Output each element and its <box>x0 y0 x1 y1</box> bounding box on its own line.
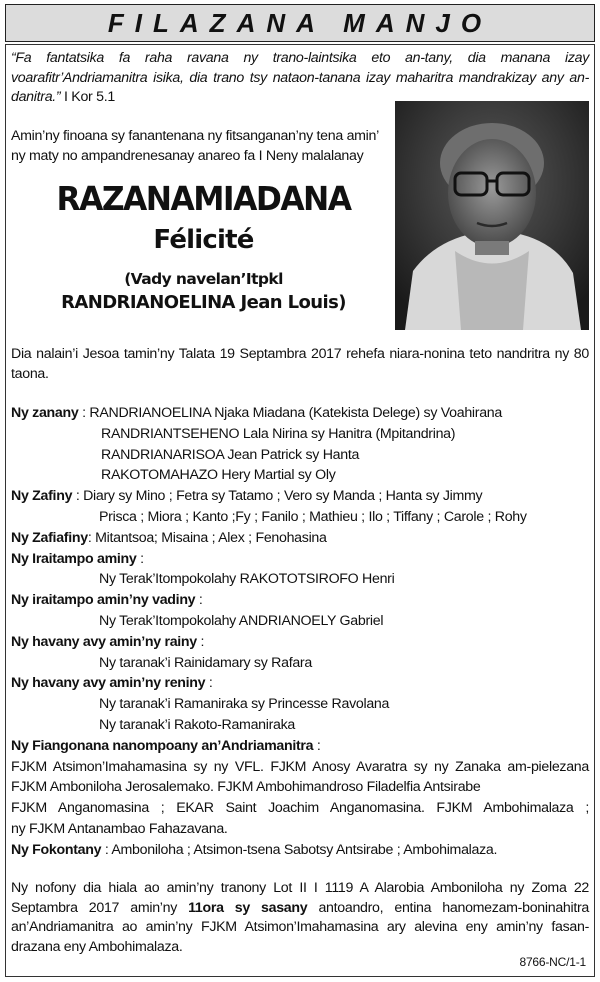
children-row <box>11 403 589 424</box>
children-row: RAKOTOMAHAZO Hery Martial sy Oly <box>101 467 336 484</box>
funeral-text-after: antoandro, entina hanomezam-boninahitra an’Andriamanitra ao amin’ny FJKM Atsimon’Imahamasina ary alevina eny amin’ny fasan-drazana eny Ambohimalaza. <box>11 899 590 955</box>
great-grandchildren-label: Ny Zafiafiny <box>11 529 88 546</box>
siblings-sep: : <box>136 550 144 567</box>
husband-name: RANDRIANOELINA Jean Louis) <box>61 292 346 313</box>
grandchildren-sep: : <box>72 488 84 505</box>
funeral-text-before: Ny nofony dia hiala ao amin’ny tranony Lot II I 1119 A Alarobia Amboniloha ny Zoma 22 Septambra 2017 amin’ny <box>11 880 589 916</box>
fokontany-text: : Amboniloha ; Atsimon-tsena Sabotsy Antsirabe ; Ambohimalaza. <box>101 841 498 858</box>
churches-line: FJKM Atsimon’Imahamasina sy ny VFL. FJKM Anosy Avaratra sy ny Zanaka am-pielezana <box>11 758 589 775</box>
deceased-surname: RAZANAMIADANA <box>56 179 351 218</box>
father-relatives-text: Ny taranak’i Rainidamary sy Rafara <box>99 654 312 671</box>
quote-reference: I Kor 5.1 <box>64 89 115 105</box>
reference-code: 8766-NC/1-1 <box>519 955 586 969</box>
father-relatives-sep: : <box>196 633 205 650</box>
churches-line: ny FJKM Antanambao Fahazavana. <box>11 820 228 837</box>
mother-relatives-label-row <box>11 673 589 694</box>
portrait-photo-svg <box>395 101 589 330</box>
spouse-siblings-label: Ny iraitampo amin’ny vadiny <box>11 592 196 609</box>
siblings-label-row <box>11 549 589 570</box>
great-grandchildren-text: : Mitantsoa; Misaina ; Alex ; Fenohasina <box>87 529 327 546</box>
fokontany-label: Ny Fokontany <box>11 841 102 858</box>
grandchildren-label: Ny Zafiny <box>11 488 73 505</box>
banner-title: FILAZANA MANJO <box>107 7 493 38</box>
great-grandchildren-row <box>11 528 589 549</box>
grandchildren-row <box>11 486 589 507</box>
spouse-siblings-sep: : <box>195 592 203 609</box>
bible-quote <box>11 49 589 108</box>
spouse-siblings-text: Ny Terak’Itompokolahy ANDRIANOELY Gabriel <box>99 612 384 629</box>
family-list <box>11 403 589 861</box>
mother-relatives-line: Ny taranak’i Rakoto-Ramaniraka <box>99 716 296 733</box>
portrait-photo <box>395 101 589 330</box>
children-row: RANDRIANARISOA Jean Patrick sy Hanta <box>101 446 360 463</box>
widow-line: (Vady navelan’Itpkl <box>124 270 283 288</box>
intro-text: Amin’ny finoana sy fanantenana ny fitsanganan’ny tena amin’ ny maty no ampandrenesanay anareo fa I Neny malalanay <box>11 128 379 164</box>
grandchildren-line1: Diary sy Mino ; Fetra sy Tatamo ; Vero sy Manda ; Hanta sy Jimmy <box>83 488 483 505</box>
churches-line: FJKM Anganomasina ; EKAR Saint Joachim Anganomasina. FJKM Ambohimalaza ; <box>11 800 589 817</box>
fokontany-row <box>11 840 589 861</box>
mother-relatives-label: Ny havany avy amin’ny reniny <box>11 675 206 692</box>
father-relatives-label-row <box>11 632 589 653</box>
mother-relatives-line: Ny taranak’i Ramaniraka sy Princesse Ravolana <box>99 696 390 713</box>
spouse-siblings-label-row <box>11 590 589 611</box>
churches-sep: : <box>313 737 321 754</box>
death-notice: Dia nalain’i Jesoa tamin’ny Talata 19 Septambra 2017 rehefa niara-nonina teto nandritra ny 80 taona. <box>11 346 589 382</box>
banner <box>5 4 595 42</box>
father-relatives-label: Ny havany avy amin’ny rainy <box>11 633 197 650</box>
churches-label: Ny Fiangonana nanompoany an’Andriamanitra <box>11 737 314 754</box>
siblings-text: Ny Terak’Itompokolahy RAKOTOTSIROFO Henri <box>99 571 395 588</box>
children-first: RANDRIANOELINA Njaka Miadana (Katekista Delege) sy Voahirana <box>89 405 502 421</box>
children-row: RANDRIANTSEHENO Lala Nirina sy Hanitra (Mpitandrina) <box>101 425 456 442</box>
siblings-label: Ny Iraitampo aminy <box>11 550 137 567</box>
churches-label-row <box>11 736 589 757</box>
mother-relatives-sep: : <box>205 675 213 692</box>
funeral-time: 11ora sy sasany <box>188 899 308 916</box>
children-sep: : <box>78 405 90 421</box>
grandchildren-line2: Prisca ; Miora ; Kanto ;Fy ; Fanilo ; Mathieu ; Ilo ; Tiffany ; Carole ; Rohy <box>99 508 527 525</box>
quote-text: “Fa fantatsika fa raha ravana ny trano-laintsika eto an-tany, dia manana izay voarafitr’Andriamanitra isika, dia trano tsy nataon-tanana izay maharitra mandrakizay any an-danitra.” <box>11 50 589 105</box>
funeral-details <box>11 879 589 957</box>
children-label: Ny zanany <box>11 405 79 421</box>
deceased-firstname: Félicité <box>153 225 254 255</box>
churches-line: FJKM Amboniloha Jerosalemako. FJKM Ambohimandroso Filadelfia Antsirabe <box>11 779 481 796</box>
